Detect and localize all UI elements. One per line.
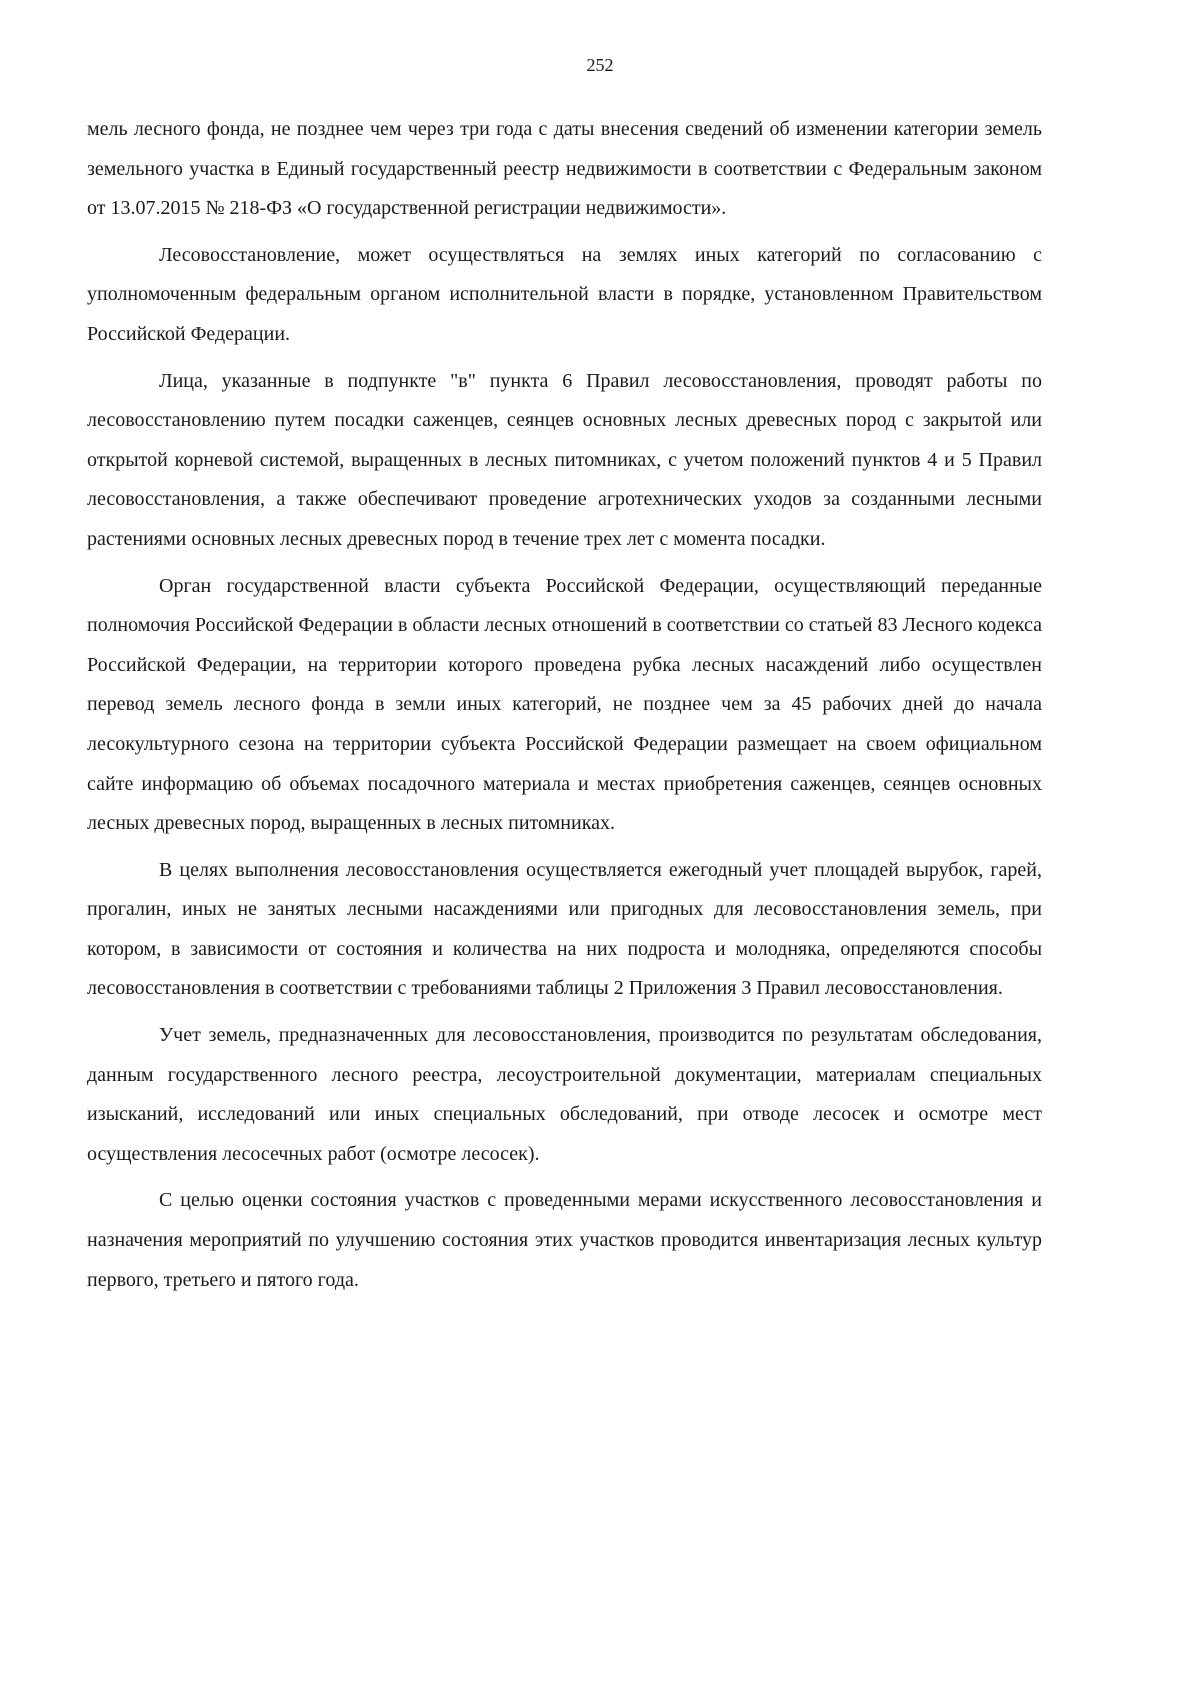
paragraph: С целью оценки состояния участков с проведенными мерами искусственного лесовосстановления и назначения мероприятий по улучшению состояния этих участков проводится инвентаризация лесных культур первого, третьего и пятого года. bbox=[87, 1189, 1042, 1291]
page-number: 252 bbox=[586, 55, 614, 75]
paragraph: Учет земель, предназначенных для лесовосстановления, производится по результатам обследования, данным государственного лесного реестра, лесоустроительной документации, материалам специальных изысканий, исследований или иных специальных обследований, при отводе лесосек и осмотре мест осуществления лесосечных работ (осмотре лесосек). bbox=[87, 1024, 1042, 1165]
paragraph: В целях выполнения лесовосстановления осуществляется ежегодный учет площадей вырубок, гарей, прогалин, иных не занятых лесными насаждениями или пригодных для лесовосстановления земель, при котором, в зависимости от состояния и количества на них подроста и молодняка, определяются способы лесовосстановления в соответствии с требованиями таблицы 2 Приложения 3 Правил лесовосстановления. bbox=[87, 858, 1042, 1000]
paragraph-continuation: мель лесного фонда, не позднее чем через три года с даты внесения сведений об изменении категории земель земельного участка в Единый государственный реестр недвижимости в соответствии с Федеральным законом от 13.07.2015 № 218-ФЗ «О государственной регистрации недвижимости». bbox=[87, 118, 1042, 220]
document-body bbox=[87, 110, 1042, 1307]
paragraph: Лесовосстановление, может осуществляться на землях иных категорий по согласованию с уполномоченным федеральным органом исполнительной власти в порядке, установленном Правительством Российской Федерации. bbox=[87, 243, 1042, 345]
paragraph: Орган государственной власти субъекта Российской Федерации, осуществляющий переданные полномочия Российской Федерации в области лесных отношений в соответствии со статьей 83 Лесного кодекса Российской Федерации, на территории которого проведена рубка лесных насаждений либо осуществлен перевод земель лесного фонда в земли иных категорий, не позднее чем за 45 рабочих дней до начала лесокультурного сезона на территории субъекта Российской Федерации размещает на своем официальном сайте информацию об объемах посадочного материала и местах приобретения саженцев, сеянцев основных лесных древесных пород, выращенных в лесных питомниках. bbox=[87, 574, 1042, 835]
paragraph: Лица, указанные в подпункте "в" пункта 6 Правил лесовосстановления, проводят работы по лесовосстановлению путем посадки саженцев, сеянцев основных лесных древесных пород с закрытой или открытой корневой системой, выращенных в лесных питомниках, с учетом положений пунктов 4 и 5 Правил лесовосстановления, а также обеспечивают проведение агротехнических уходов за созданными лесными растениями основных лесных древесных пород в течение трех лет с момента посадки. bbox=[87, 369, 1042, 550]
